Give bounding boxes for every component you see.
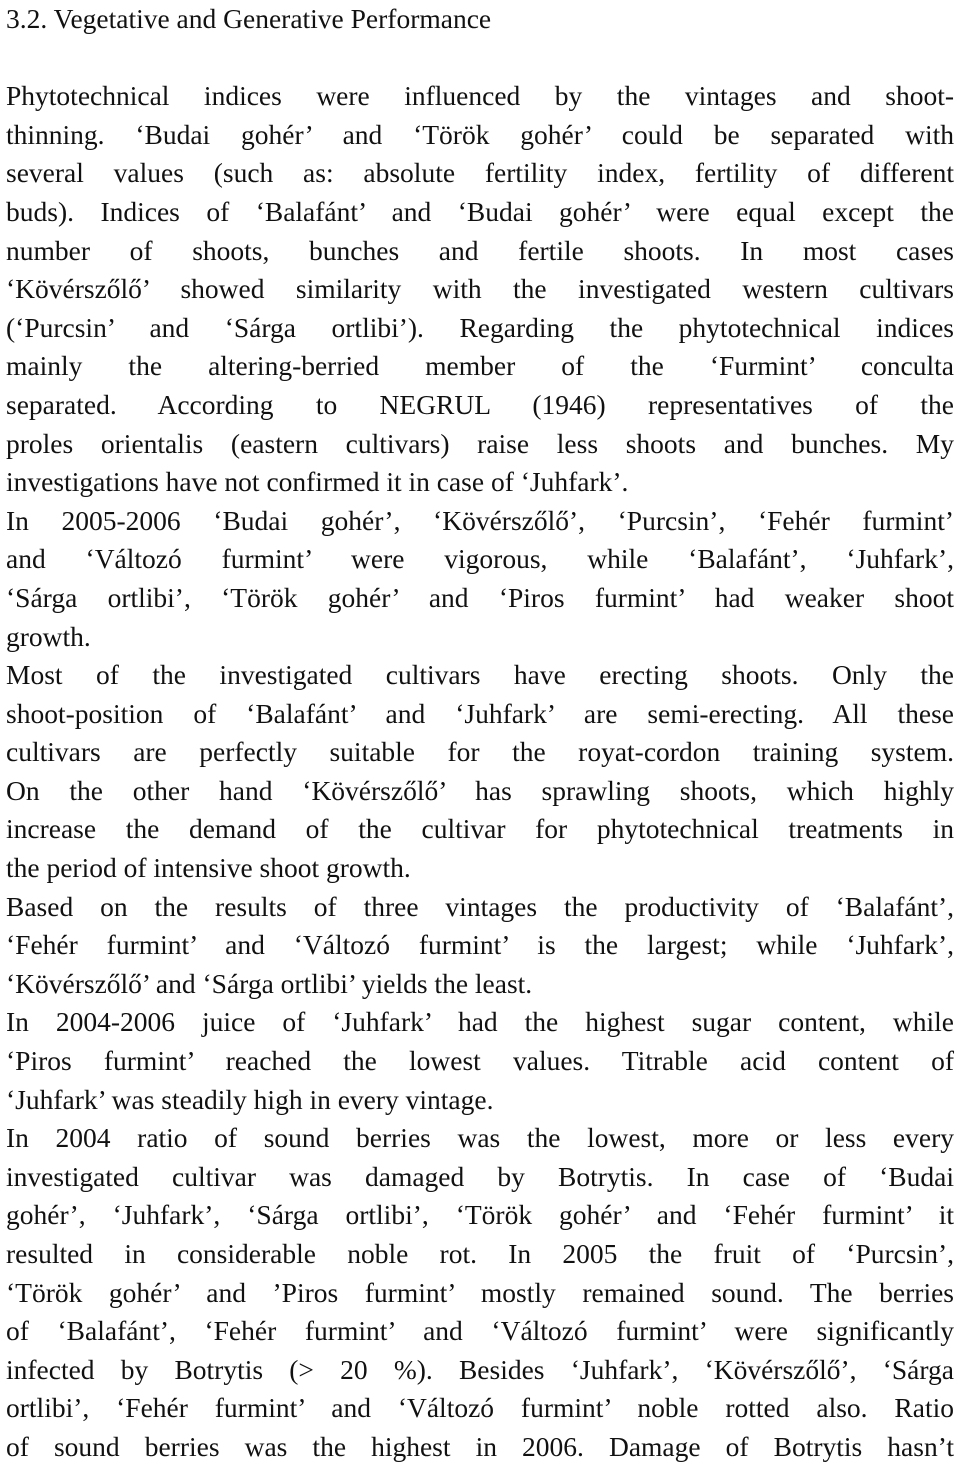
text-line: Most of the investigated cultivars have erecting shoots. Only the <box>6 659 954 691</box>
text-line: ‘Piros furmint’ reached the lowest values. Titrable acid content of <box>6 1045 954 1077</box>
text-line: ‘Juhfark’ was steadily high in every vintage. <box>6 1083 494 1115</box>
paragraph-p4 <box>6 888 954 1004</box>
text-line: mainly the altering-berried member of the ‘Furmint’ conculta <box>6 350 954 382</box>
document-page <box>6 0 954 1467</box>
text-line: increase the demand of the cultivar for phytotechnical treatments in <box>6 813 954 845</box>
text-line: shoot-position of ‘Balafánt’ and ‘Juhfark’ are semi-erecting. All these <box>6 697 954 729</box>
text-line: ‘Kövérszőlő’ and ‘Sárga ortlibi’ yields the least. <box>6 967 533 999</box>
paragraph-p5 <box>6 1003 954 1119</box>
paragraph-p6 <box>6 1119 954 1466</box>
text-line: In 2004-2006 juice of ‘Juhfark’ had the highest sugar content, while <box>6 1006 954 1038</box>
text-line: growth. <box>6 620 91 652</box>
text-line: In 2004 ratio of sound berries was the lowest, more or less every <box>6 1122 954 1154</box>
text-line: resulted in considerable noble rot. In 2005 the fruit of ‘Purcsin’, <box>6 1238 954 1269</box>
text-line: investigations have not confirmed it in case of ‘Juhfark’. <box>6 466 629 498</box>
text-line: cultivars are perfectly suitable for the royat-cordon training system. <box>6 736 954 768</box>
text-line: ‘Sárga ortlibi’, ‘Török gohér’ and ‘Piros furmint’ had weaker shoot <box>6 581 954 613</box>
text-line: ortlibi’, ‘Fehér furmint’ and ‘Változó furmint’ noble rotted also. Ratio <box>6 1392 954 1424</box>
paragraph-p3 <box>6 656 954 888</box>
text-line: ‘Kövérszőlő’ showed similarity with the investigated western cultivars <box>6 273 954 305</box>
text-line: thinning. ‘Budai gohér’ and ‘Török gohér’ could be separated with <box>6 118 954 150</box>
text-line: several values (such as: absolute fertility index, fertility of different <box>6 157 954 189</box>
text-line: buds). Indices of ‘Balafánt’ and ‘Budai gohér’ were equal except the <box>6 195 954 227</box>
text-line: and ‘Változó furmint’ were vigorous, while ‘Balafánt’, ‘Juhfark’, <box>6 543 954 575</box>
text-line: In 2005-2006 ‘Budai gohér’, ‘Kövérszőlő’, ‘Purcsin’, ‘Fehér furmint’ <box>6 504 954 536</box>
text-line: ‘Fehér furmint’ and ‘Változó furmint’ is the largest; while ‘Juhfark’, <box>6 929 954 961</box>
text-line: Based on the results of three vintages the productivity of ‘Balafánt’, <box>6 890 954 922</box>
text-line: of ‘Balafánt’, ‘Fehér furmint’ and ‘Változó furmint’ were significantly <box>6 1315 954 1347</box>
text-line: (‘Purcsin’ and ‘Sárga ortlibi’). Regarding the phytotechnical indices <box>6 311 954 343</box>
text-line: ‘Török gohér’ and ’Piros furmint’ mostly remained sound. The berries <box>6 1276 954 1308</box>
heading-spacer <box>6 39 954 78</box>
text-line: infected by Botrytis (> 20 %). Besides ‘Juhfark’, ‘Kövérszőlő’, ‘Sárga <box>6 1353 954 1385</box>
text-line: gohér’, ‘Juhfark’, ‘Sárga ortlibi’, ‘Török gohér’ and ‘Fehér furmint’ it <box>6 1199 954 1231</box>
paragraph-p1 <box>6 77 954 502</box>
text-line: investigated cultivar was damaged by Botrytis. In case of ‘Budai <box>6 1160 954 1192</box>
text-line: On the other hand ‘Kövérszőlő’ has sprawling shoots, which highly <box>6 774 954 806</box>
text-line: of sound berries was the highest in 2006. Damage of Botrytis hasn’t <box>6 1430 954 1462</box>
text-line: separated. According to NEGRUL (1946) representatives of the <box>6 388 954 420</box>
text-line: proles orientalis (eastern cultivars) raise less shoots and bunches. My <box>6 427 954 459</box>
text-line: the period of intensive shoot growth. <box>6 852 411 884</box>
body-text <box>6 77 954 1466</box>
section-heading: 3.2. Vegetative and Generative Performance <box>6 3 492 34</box>
text-line: number of shoots, bunches and fertile shoots. In most cases <box>6 234 954 266</box>
text-line: Phytotechnical indices were influenced by the vintages and shoot- <box>6 80 954 112</box>
paragraph-p2 <box>6 502 954 656</box>
